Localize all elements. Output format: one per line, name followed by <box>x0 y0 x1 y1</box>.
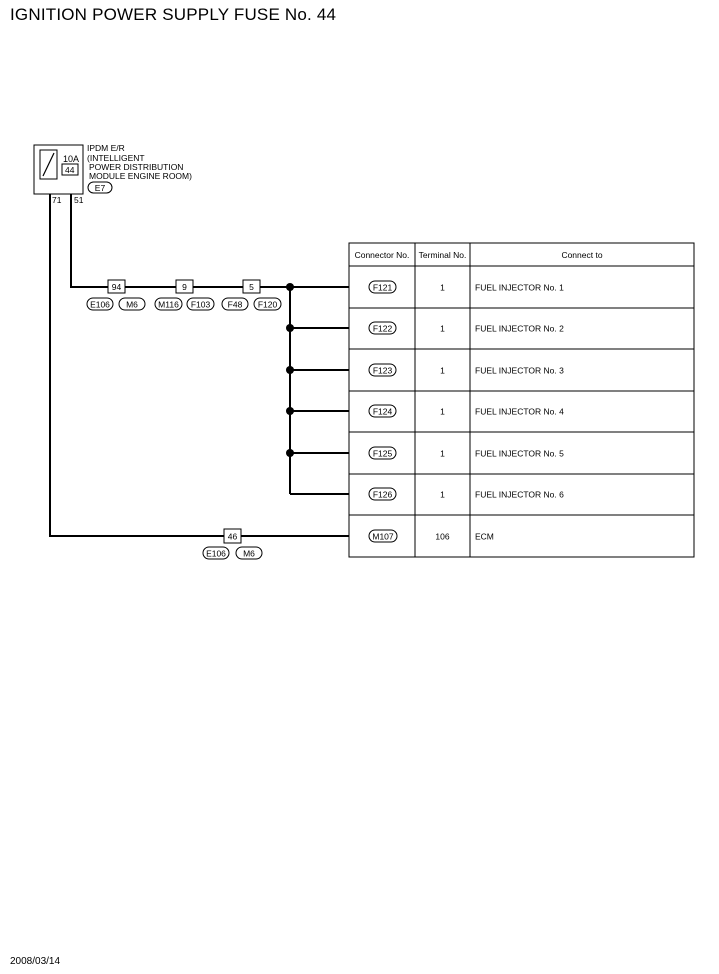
ipdm-er-module <box>34 145 83 194</box>
terminal-71-label: 71 <box>52 195 62 205</box>
table-header-terminal: Terminal No. <box>418 250 467 260</box>
table-row <box>369 281 564 293</box>
junction-dot <box>286 366 294 374</box>
row-connector: F122 <box>372 323 393 334</box>
svg-text:46: 46 <box>227 531 238 542</box>
relay-icon <box>43 153 54 176</box>
ipdm-label-line-2: (INTELLIGENT <box>87 153 145 163</box>
svg-text:E106: E106 <box>90 299 110 310</box>
row-connector: F124 <box>372 406 393 417</box>
ipdm-label-line-3: POWER DISTRIBUTION <box>89 162 184 172</box>
row-terminal: 1 <box>440 282 445 293</box>
svg-text:F120: F120 <box>257 299 278 310</box>
svg-text:9: 9 <box>182 282 187 292</box>
fuse-number: 44 <box>65 165 75 175</box>
table-row <box>369 322 564 334</box>
row-connect-to: FUEL INJECTOR No. 6 <box>475 489 564 500</box>
table-row <box>369 364 564 376</box>
connector-tag-m6-bottom <box>236 547 262 559</box>
terminal-51-label: 51 <box>74 195 84 205</box>
svg-text:5: 5 <box>249 282 254 292</box>
row-connector: F123 <box>372 365 393 376</box>
junction-dot <box>286 449 294 457</box>
junction-dot <box>286 283 294 291</box>
table-row <box>369 405 564 417</box>
table-row <box>369 530 494 542</box>
junction-dot <box>286 407 294 415</box>
row-terminal: 106 <box>435 531 450 542</box>
row-connect-to: FUEL INJECTOR No. 1 <box>475 282 564 293</box>
joint-5 <box>243 280 260 293</box>
fuse-rating: 10A <box>63 154 80 164</box>
connector-tag-f48 <box>222 298 248 310</box>
row-connect-to: FUEL INJECTOR No. 4 <box>475 406 564 417</box>
svg-text:E106: E106 <box>206 548 226 559</box>
footer-date: 2008/03/14 <box>10 956 61 967</box>
ipdm-label-line-4: MODULE ENGINE ROOM) <box>89 171 192 181</box>
connector-tag-e106-bottom <box>203 547 229 559</box>
svg-text:M6: M6 <box>126 299 138 310</box>
row-connect-to: ECM <box>475 531 494 542</box>
connector-tag-f103 <box>187 298 214 310</box>
svg-text:F103: F103 <box>190 299 211 310</box>
ipdm-label <box>87 143 192 181</box>
row-connector: F126 <box>372 489 393 500</box>
connector-tag-m116 <box>155 298 182 310</box>
row-connector: F121 <box>372 282 393 293</box>
row-terminal: 1 <box>440 448 445 459</box>
joint-9 <box>176 280 193 293</box>
row-terminal: 1 <box>440 406 445 417</box>
row-connector: F125 <box>372 448 393 459</box>
junction-dot <box>286 324 294 332</box>
connector-tag-f120 <box>254 298 281 310</box>
svg-text:F48: F48 <box>227 299 243 310</box>
row-connect-to: FUEL INJECTOR No. 3 <box>475 365 564 376</box>
table-row <box>369 447 564 459</box>
connector-tag-e106 <box>87 298 113 310</box>
connector-tag-m6 <box>119 298 145 310</box>
row-connector: M107 <box>372 531 394 542</box>
svg-text:M6: M6 <box>243 548 255 559</box>
row-terminal: 1 <box>440 365 445 376</box>
row-terminal: 1 <box>440 323 445 334</box>
joint-94 <box>108 280 125 293</box>
wire-51 <box>71 194 349 287</box>
ipdm-label-line-1: IPDM E/R <box>87 143 125 153</box>
table-row <box>369 488 564 500</box>
svg-text:94: 94 <box>111 282 122 292</box>
row-terminal: 1 <box>440 489 445 500</box>
svg-text:M116: M116 <box>158 299 179 310</box>
svg-text:E7: E7 <box>94 183 106 193</box>
wires <box>50 194 349 536</box>
page-title: IGNITION POWER SUPPLY FUSE No. 44 <box>10 5 337 24</box>
row-connect-to: FUEL INJECTOR No. 2 <box>475 323 564 334</box>
wire-71 <box>50 194 349 536</box>
table-header-connect-to: Connect to <box>561 250 603 260</box>
connector-tag-e7 <box>88 182 112 193</box>
joint-46 <box>224 529 241 543</box>
row-connect-to: FUEL INJECTOR No. 5 <box>475 448 564 459</box>
table-header-connector: Connector No. <box>354 250 410 260</box>
